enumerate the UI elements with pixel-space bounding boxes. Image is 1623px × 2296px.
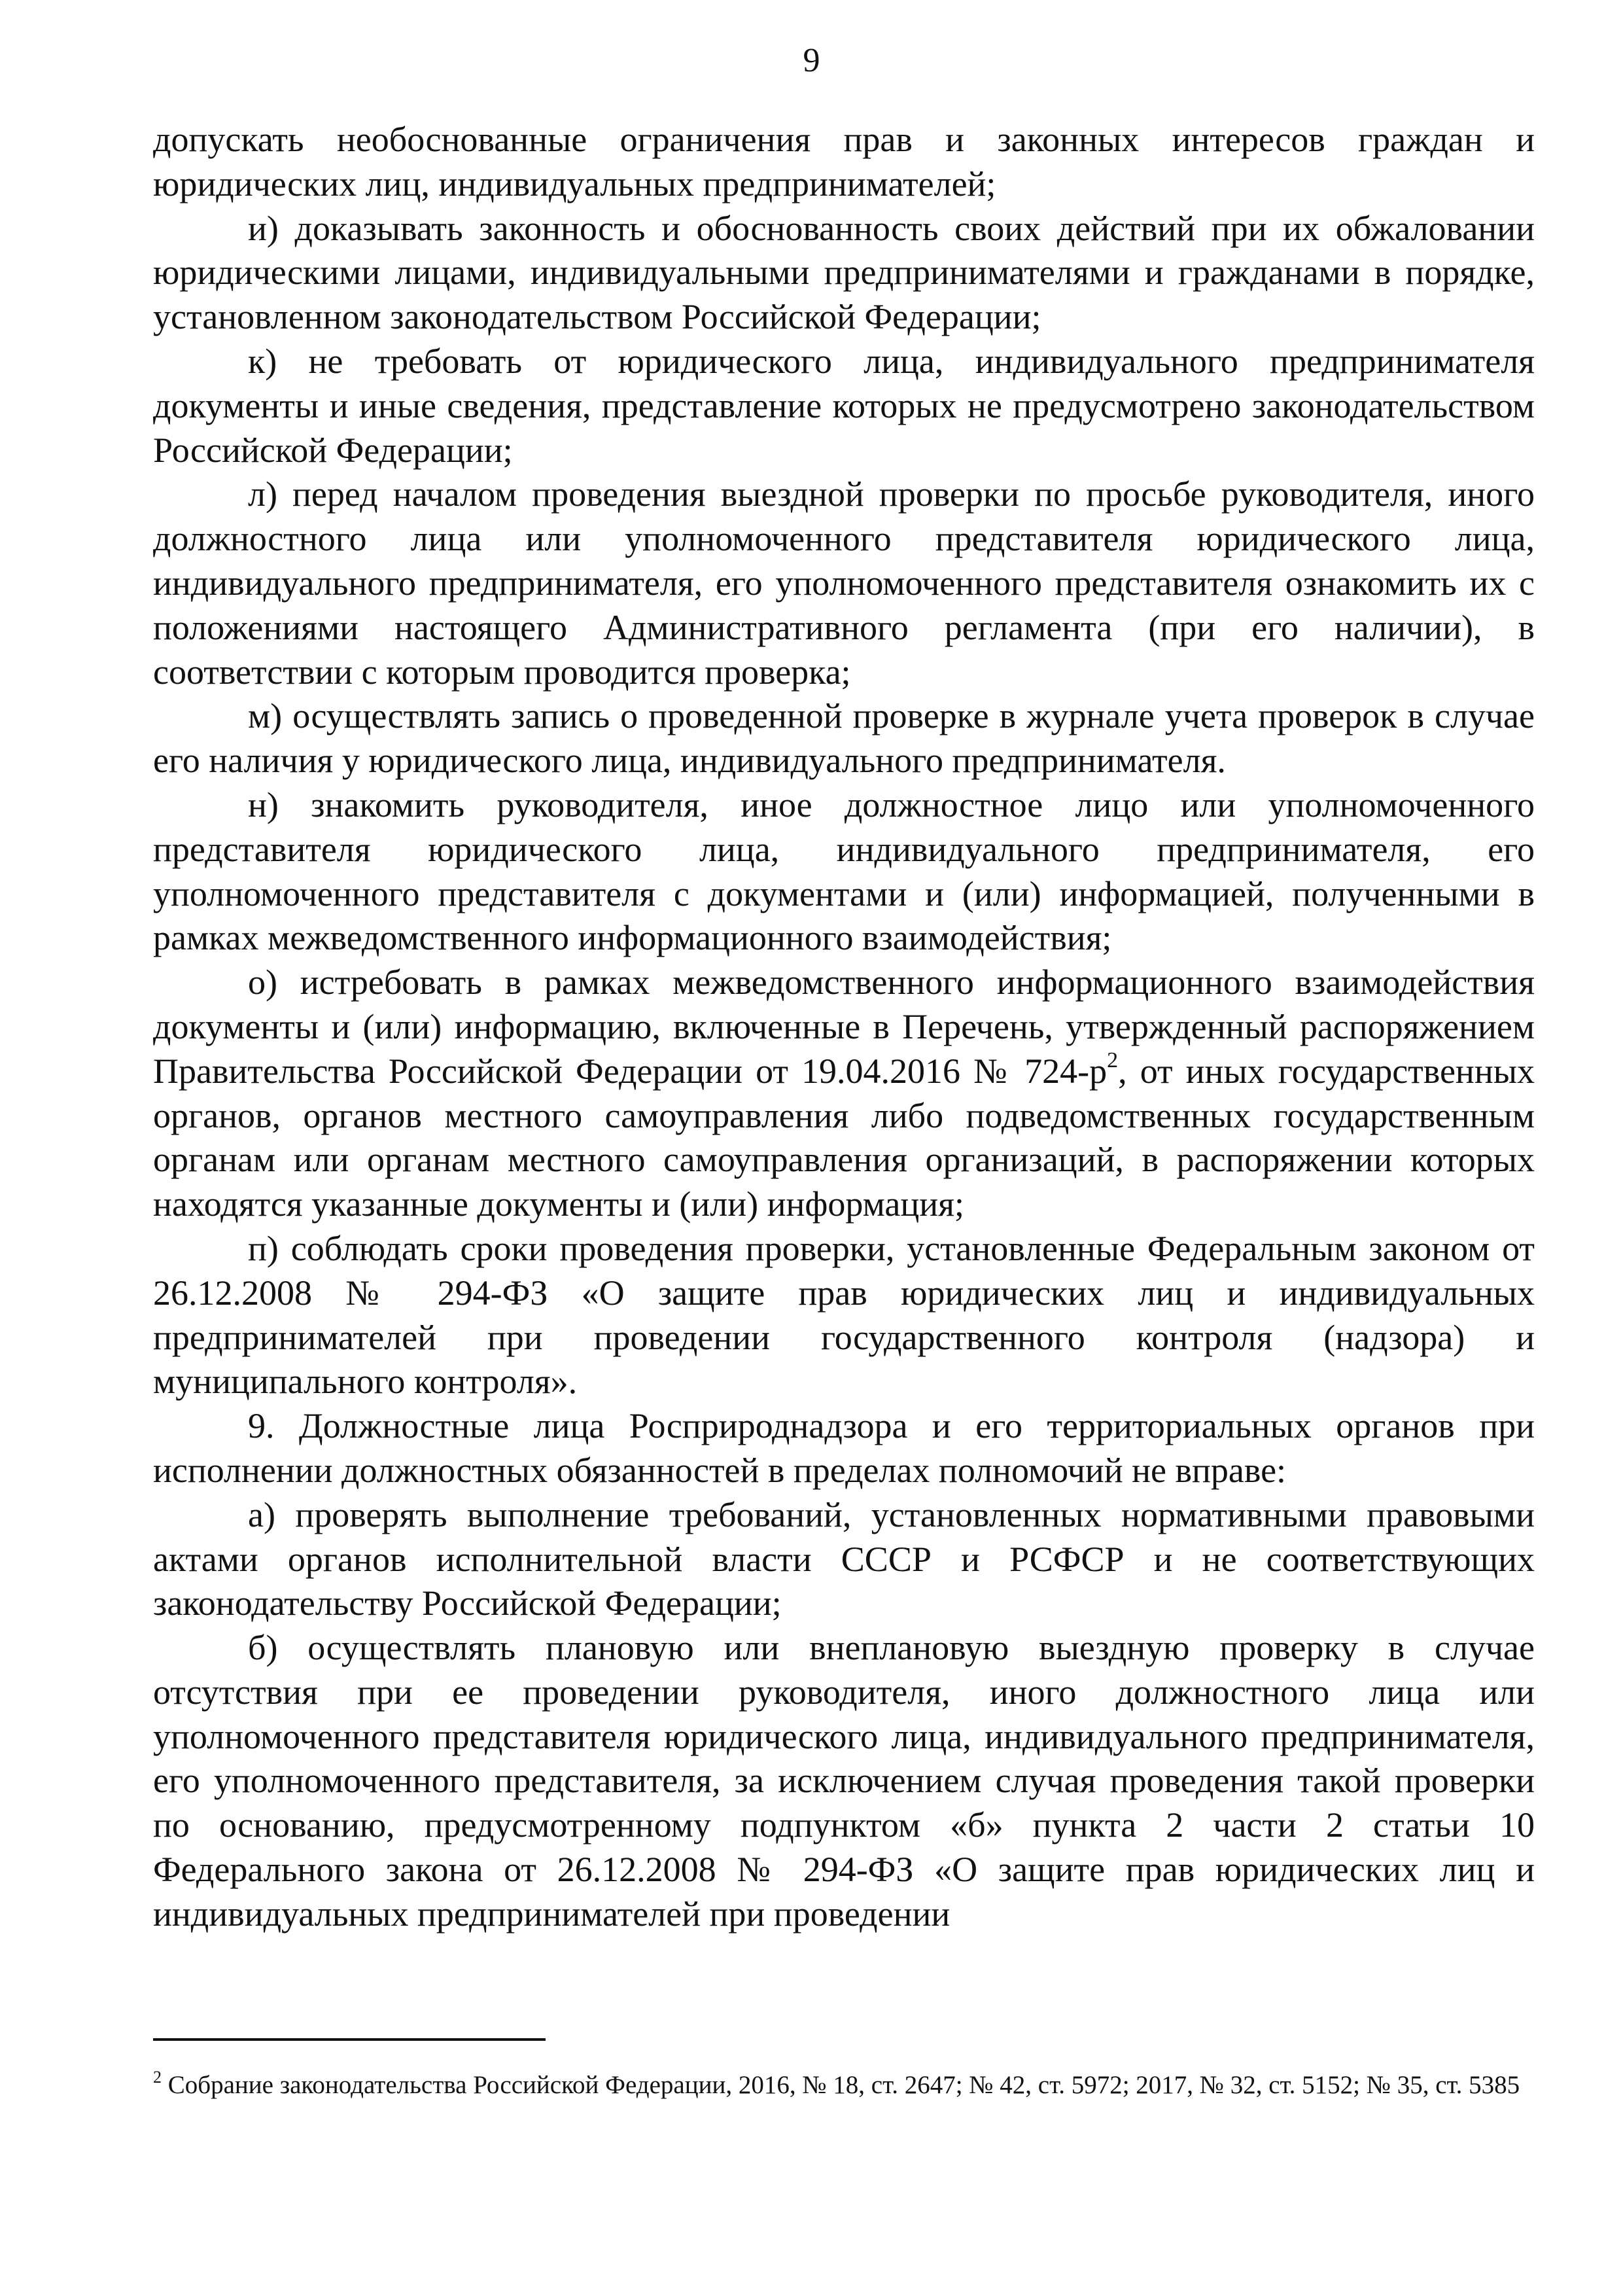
paragraph-item-a: а) проверять выполнение требований, установленных нормативными правовыми актами органов исполнительной власти СССР и РСФСР и не соответствующих законодательству Российской Федерации; — [153, 1494, 1535, 1623]
paragraph-item-o-continuation: , от иных государственных органов, органов местного самоуправления либо подведомственных государственным органам или органам местного самоуправления организаций, в распоряжении которых находятся указанные документы и (или) информация; — [153, 1051, 1535, 1224]
paragraph-item-o-text: о) истребовать в рамках межведомственного информационного взаимодействия документы и (или) информацию, включенные в Перечень, утвержденный распоряжением Правительства Российской Федерации от 19.04.2016 № 724-р — [153, 963, 1535, 1091]
paragraph-continuation: допускать необоснованные ограничения прав и законных интересов граждан и юридических лиц, индивидуальных предпринимателей; — [153, 120, 1535, 203]
paragraph-item-k: к) не требовать от юридического лица, индивидуального предпринимателя документы и иные сведения, представление которых не предусмотрено законодательством Российской Федерации; — [153, 341, 1535, 470]
paragraph-item-m: м) осуществлять запись о проведенной проверке в журнале учета проверок в случае его наличия у юридического лица, индивидуального предпринимателя. — [153, 696, 1535, 781]
footnote-mark: 2 — [153, 2068, 162, 2087]
paragraph-item-l: л) перед началом проведения выездной проверки по просьбе руководителя, иного должностного лица или уполномоченного представителя юридического лица, индивидуального предпринимателя, его уполномоченного представителя ознакомить их с положениями настоящего Административного регламента (при его наличии), в соответствии с которым проводится проверка; — [153, 474, 1535, 692]
paragraph-item-n: н) знакомить руководителя, иное должностное лицо или уполномоченного представителя юридического лица, индивидуального предпринимателя, его уполномоченного представителя с документами и (или) информацией, полученными в рамках межведомственного информационного взаимодействия; — [153, 785, 1535, 958]
paragraph-item-p: п) соблюдать сроки проведения проверки, установленные Федеральным законом от 26.12.2008 № 294-ФЗ «О защите прав юридических лиц и индивидуальных предпринимателей при проведении государственного контроля (надзора) и муниципального контроля». — [153, 1228, 1535, 1402]
paragraph-item-o — [153, 961, 1535, 1227]
footnote-separator — [153, 2038, 546, 2041]
footnote-text: Собрание законодательства Российской Федерации, 2016, № 18, ст. 2647; № 42, ст. 5972; 2017, № 32, ст. 5152; № 35, ст. 5385 — [162, 2071, 1520, 2099]
body-text — [153, 118, 1535, 1937]
footnote-reference: 2 — [1107, 1048, 1119, 1072]
page-number: 9 — [803, 42, 820, 79]
paragraph-item-b: б) осуществлять плановую или внеплановую выездную проверку в случае отсутствия при ее проведении руководителя, иного должностного лица или уполномоченного представителя юридического лица, индивидуального предпринимателя, его уполномоченного представителя, за исключением случая проведения такой проверки по основанию, предусмотренному подпунктом «б» пункта 2 части 2 статьи 10 Федерального закона от 26.12.2008 № 294-ФЗ «О защите прав юридических лиц и индивидуальных предпринимателей при проведении — [153, 1628, 1535, 1934]
paragraph-section-9: 9. Должностные лица Росприроднадзора и его территориальных органов при исполнении должностных обязанностей в пределах полномочий не вправе: — [153, 1406, 1535, 1490]
footnote — [153, 2068, 1535, 2103]
paragraph-item-i: и) доказывать законность и обоснованность своих действий при их обжаловании юридическими лицами, индивидуальными предпринимателями и гражданами в порядке, установленном законодательством Российской Федерации; — [153, 208, 1535, 337]
